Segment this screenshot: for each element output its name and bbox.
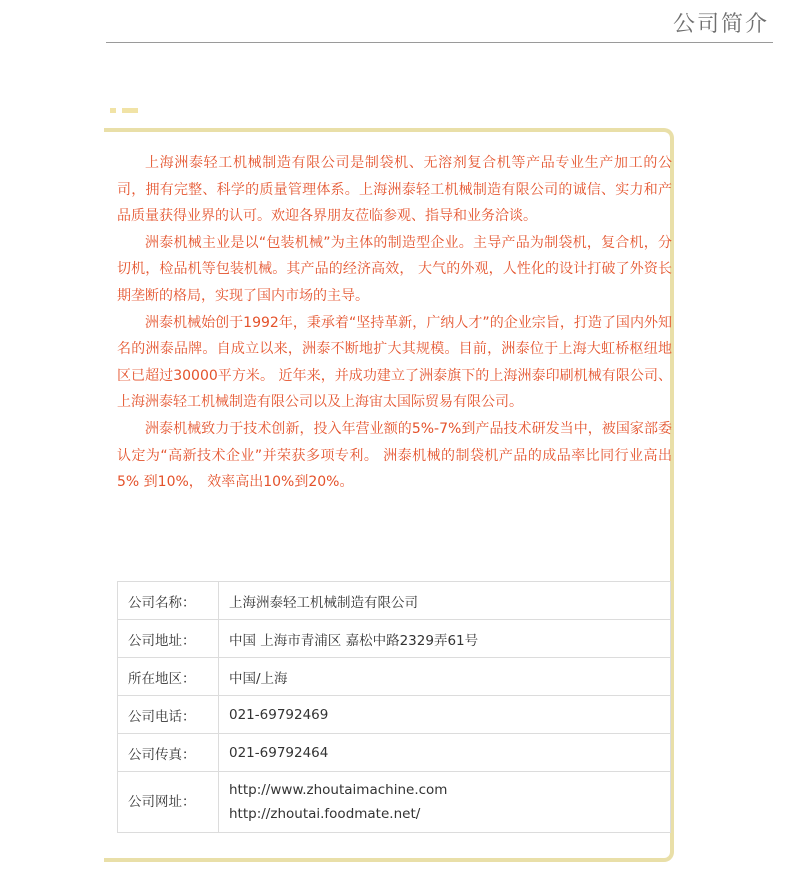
- company-website-values: [219, 772, 671, 833]
- decoration-dash: [122, 108, 138, 113]
- table-row: [118, 734, 671, 772]
- table-row: [118, 696, 671, 734]
- company-website-label: 公司网址：: [118, 772, 219, 833]
- website-link[interactable]: http://www.zhoutaimachine.com: [229, 782, 448, 798]
- company-name-label: 公司名称：: [118, 582, 219, 620]
- company-address-label: 公司地址：: [118, 620, 219, 658]
- company-region-label: 所在地区：: [118, 658, 219, 696]
- company-fax-label: 公司传真：: [118, 734, 219, 772]
- company-phone-label: 公司电话：: [118, 696, 219, 734]
- header-divider: [106, 42, 773, 43]
- company-info-table: [117, 581, 671, 833]
- company-region-value: 中国/上海: [219, 658, 671, 696]
- company-address-value: 中国 上海市青浦区 嘉松中路2329弄61号: [219, 620, 671, 658]
- table-row: [118, 582, 671, 620]
- section-title: 公司简介: [672, 12, 769, 37]
- table-row: [118, 772, 671, 833]
- decoration-dot: [110, 108, 116, 113]
- intro-paragraph: 洲泰机械始创于1992年，秉承着“坚持革新，广纳人才”的企业宗旨，打造了国内外知名的洲泰品牌。自成立以来，洲泰不断地扩大其规模。目前，洲泰位于上海大虹桥枢纽地区已超过30000平方米。 近年来，并成功建立了洲泰旗下的上海洲泰印刷机械有限公司、上海洲泰轻工机械制造有限公司以及上海宙太国际贸易有限公司。: [117, 314, 672, 411]
- table-row: [118, 658, 671, 696]
- intro-paragraph: 上海洲泰轻工机械制造有限公司是制袋机、无溶剂复合机等产品专业生产加工的公司，拥有完整、科学的质量管理体系。上海洲泰轻工机械制造有限公司的诚信、实力和产品质量获得业界的认可。欢迎各界朋友莅临参观、指导和业务洽谈。: [117, 155, 672, 225]
- company-phone-value: 021-69792469: [219, 696, 671, 734]
- intro-paragraph: 洲泰机械主业是以“包装机械”为主体的制造型企业。主导产品为制袋机，复合机，分切机，检品机等包装机械。其产品的经济高效， 大气的外观，人性化的设计打破了外资长期垄断的格局，实现了国内市场的主导。: [117, 234, 672, 304]
- company-name-value: 上海洲泰轻工机械制造有限公司: [219, 582, 671, 620]
- company-intro: [117, 150, 672, 496]
- company-fax-value: 021-69792464: [219, 734, 671, 772]
- table-row: [118, 620, 671, 658]
- website-link[interactable]: http://zhoutai.foodmate.net/: [229, 806, 421, 822]
- intro-paragraph: 洲泰机械致力于技术创新，投入年营业额的5%-7%到产品技术研发当中，被国家部委认定为“高新技术企业”并荣获多项专利。 洲泰机械的制袋机产品的成品率比同行业高出5% 到10%， 效率高出10%到20%。: [117, 420, 672, 491]
